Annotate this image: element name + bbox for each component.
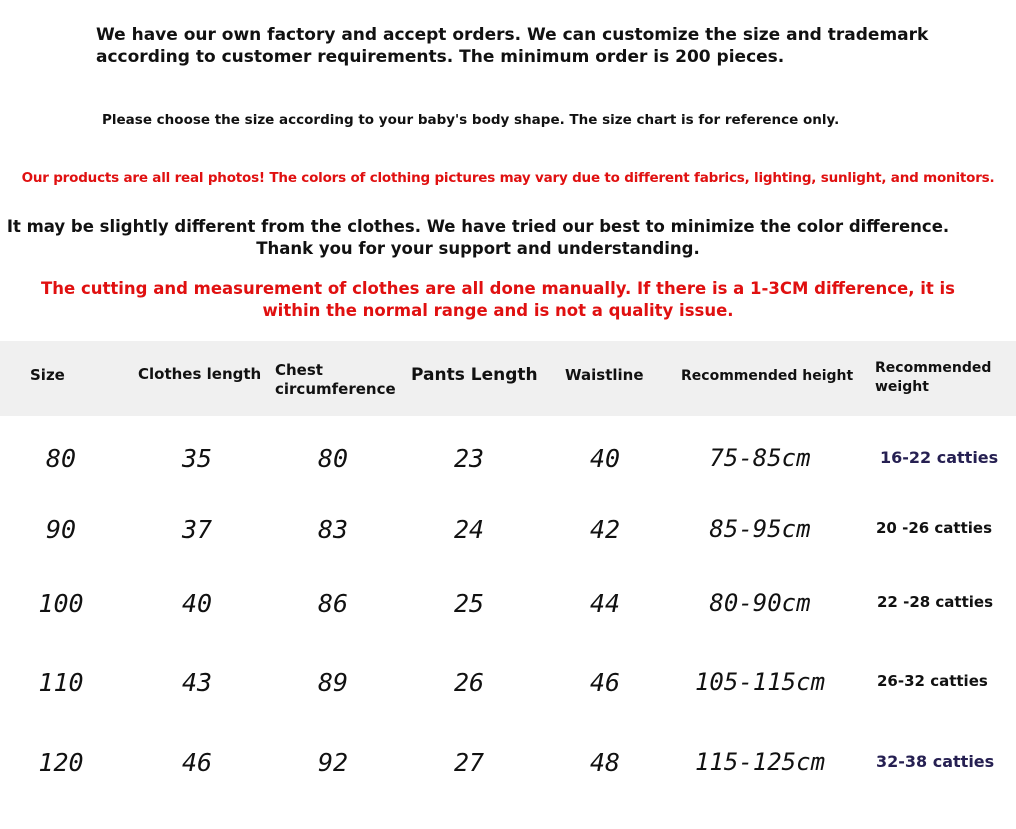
cell-height: 75-85cm xyxy=(709,444,811,472)
cell-chest: 83 xyxy=(317,515,349,544)
cell-weight: 26-32 catties xyxy=(877,672,988,690)
cell-pants-length: 25 xyxy=(453,589,485,618)
table-row xyxy=(0,725,1016,800)
header-waistline: Waistline xyxy=(565,366,644,384)
cell-weight: 32-38 catties xyxy=(876,752,995,771)
header-weight-line-1: Recommended xyxy=(875,360,992,376)
header-chest-circumference xyxy=(275,361,396,399)
table-row xyxy=(0,421,1016,496)
cell-height: 85-95cm xyxy=(709,515,811,543)
cell-chest: 89 xyxy=(317,668,349,697)
header-chest-line-2: circumference xyxy=(275,380,396,398)
size-choice-notice: Please choose the size according to your baby's body shape. The size chart is for reference only. xyxy=(102,112,840,128)
cell-height: 105-115cm xyxy=(694,668,826,696)
cell-size: 80 xyxy=(45,444,77,473)
cell-waistline: 46 xyxy=(589,668,621,697)
factory-notice xyxy=(96,24,996,68)
cell-height: 115-125cm xyxy=(694,748,826,776)
cell-clothes-length: 35 xyxy=(181,444,213,473)
cell-size: 120 xyxy=(38,748,84,777)
table-row xyxy=(0,645,1016,720)
cell-clothes-length: 37 xyxy=(181,515,213,544)
color-difference-line-1: It may be slightly different from the clothes. We have tried our best to minimize the color difference. xyxy=(6,217,950,236)
cell-weight: 20 -26 catties xyxy=(876,519,993,537)
color-difference-line-2: Thank you for your support and understanding. xyxy=(256,239,700,258)
table-row xyxy=(0,492,1016,567)
header-recommended-height: Recommended height xyxy=(681,368,854,384)
cell-waistline: 44 xyxy=(589,589,621,618)
cell-weight: 22 -28 catties xyxy=(877,593,994,611)
cell-waistline: 48 xyxy=(589,748,621,777)
cell-pants-length: 27 xyxy=(453,748,485,777)
header-recommended-weight xyxy=(875,359,991,397)
cell-waistline: 42 xyxy=(589,515,621,544)
manual-cutting-line-2: within the normal range and is not a quality issue. xyxy=(262,301,734,320)
cell-pants-length: 23 xyxy=(453,444,485,473)
cell-pants-length: 26 xyxy=(453,668,485,697)
color-difference-notice xyxy=(0,216,986,260)
cell-size: 90 xyxy=(45,515,77,544)
cell-size: 110 xyxy=(38,668,84,697)
cell-clothes-length: 46 xyxy=(181,748,213,777)
header-clothes-length: Clothes length xyxy=(138,365,262,383)
size-chart-header-row xyxy=(0,341,1016,416)
factory-notice-line-2: according to customer requirements. The minimum order is 200 pieces. xyxy=(96,47,785,67)
header-pants-length: Pants Length xyxy=(411,365,538,385)
cell-pants-length: 24 xyxy=(453,515,485,544)
cell-weight: 16-22 catties xyxy=(880,448,999,467)
header-weight-line-2: weight xyxy=(875,379,929,395)
real-photos-notice: Our products are all real photos! The colors of clothing pictures may vary due to different fabrics, lighting, sunlight, and monitors. xyxy=(21,170,995,186)
cell-size: 100 xyxy=(38,589,84,618)
cell-clothes-length: 43 xyxy=(181,668,213,697)
cell-clothes-length: 40 xyxy=(181,589,213,618)
cell-waistline: 40 xyxy=(589,444,621,473)
table-row xyxy=(0,566,1016,641)
header-chest-line-1: Chest xyxy=(275,361,323,379)
header-size: Size xyxy=(30,366,65,384)
manual-cutting-notice xyxy=(0,278,1006,322)
cell-height: 80-90cm xyxy=(709,589,811,617)
size-chart-table xyxy=(0,341,1016,791)
cell-chest: 86 xyxy=(317,589,349,618)
cell-chest: 80 xyxy=(317,444,349,473)
manual-cutting-line-1: The cutting and measurement of clothes are all done manually. If there is a 1-3CM difference, it is xyxy=(41,279,955,298)
factory-notice-line-1: We have our own factory and accept orders. We can customize the size and trademark xyxy=(96,25,929,45)
cell-chest: 92 xyxy=(317,748,349,777)
